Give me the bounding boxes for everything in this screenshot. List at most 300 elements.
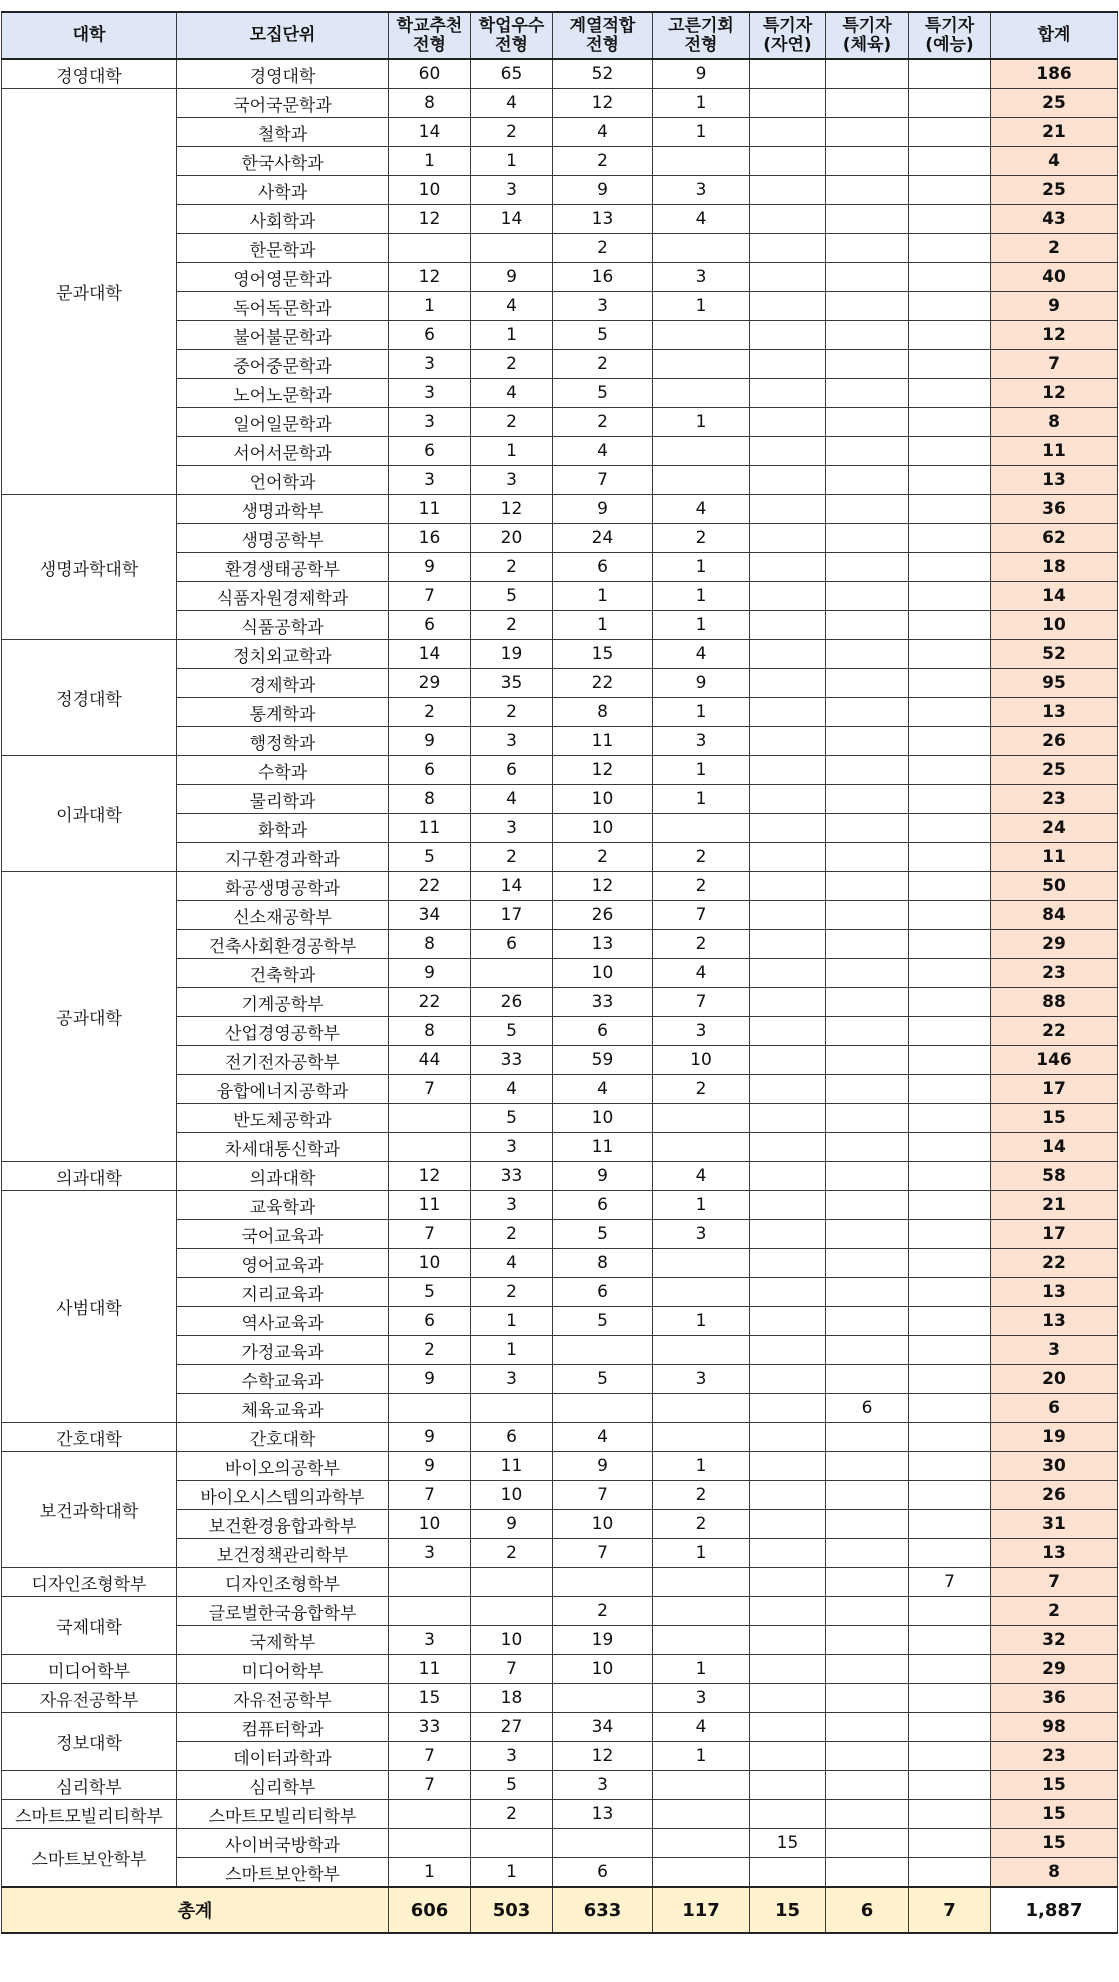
table-row: [2, 1568, 1118, 1597]
value-cell: 2: [471, 1220, 553, 1249]
value-cell: [750, 176, 826, 205]
value-cell: 7: [389, 582, 471, 611]
value-cell: 35: [471, 669, 553, 698]
value-cell: [826, 1191, 909, 1220]
row-total-cell: 15: [991, 1800, 1118, 1829]
value-cell: 10: [471, 1481, 553, 1510]
value-cell: [389, 1597, 471, 1626]
value-cell: 6: [389, 611, 471, 640]
college-cell: 사범대학: [2, 1191, 177, 1423]
value-cell: 6: [471, 756, 553, 785]
column-header: 모집단위: [177, 12, 389, 59]
value-cell: 1: [471, 437, 553, 466]
value-cell: 10: [553, 785, 653, 814]
value-cell: 33: [471, 1046, 553, 1075]
table-row: [2, 640, 1118, 669]
value-cell: 33: [471, 1162, 553, 1191]
unit-cell: 경영대학: [177, 59, 389, 89]
value-cell: 26: [471, 988, 553, 1017]
column-header: 특기자 (예능): [909, 12, 991, 59]
value-cell: 1: [553, 582, 653, 611]
value-cell: [750, 1365, 826, 1394]
value-cell: [750, 350, 826, 379]
row-total-cell: 186: [991, 59, 1118, 89]
value-cell: [826, 814, 909, 843]
unit-cell: 독어독문학과: [177, 292, 389, 321]
value-cell: [909, 350, 991, 379]
unit-cell: 전기전자공학부: [177, 1046, 389, 1075]
row-total-cell: 2: [991, 234, 1118, 263]
grand-total-value: 117: [653, 1887, 750, 1933]
value-cell: [909, 1626, 991, 1655]
row-total-cell: 24: [991, 814, 1118, 843]
value-cell: 2: [389, 698, 471, 727]
value-cell: [826, 321, 909, 350]
value-cell: 3: [389, 379, 471, 408]
value-cell: 3: [471, 1133, 553, 1162]
value-cell: 10: [553, 959, 653, 988]
table-row: [2, 1684, 1118, 1713]
value-cell: [750, 582, 826, 611]
value-cell: [909, 379, 991, 408]
value-cell: [750, 1046, 826, 1075]
value-cell: [826, 553, 909, 582]
row-total-cell: 84: [991, 901, 1118, 930]
row-total-cell: 22: [991, 1249, 1118, 1278]
row-total-cell: 10: [991, 611, 1118, 640]
value-cell: 6: [471, 1423, 553, 1452]
value-cell: [909, 611, 991, 640]
value-cell: 1: [653, 292, 750, 321]
college-cell: 스마트모빌리티학부: [2, 1800, 177, 1829]
value-cell: 2: [653, 930, 750, 959]
unit-cell: 영어교육과: [177, 1249, 389, 1278]
value-cell: [750, 785, 826, 814]
value-cell: 1: [471, 147, 553, 176]
unit-cell: 가정교육과: [177, 1336, 389, 1365]
value-cell: 1: [653, 1307, 750, 1336]
row-total-cell: 31: [991, 1510, 1118, 1539]
value-cell: [389, 1133, 471, 1162]
value-cell: 1: [471, 1307, 553, 1336]
value-cell: [826, 350, 909, 379]
value-cell: 4: [553, 1423, 653, 1452]
value-cell: [826, 292, 909, 321]
value-cell: 7: [389, 1220, 471, 1249]
value-cell: [909, 1075, 991, 1104]
value-cell: 4: [471, 1249, 553, 1278]
row-total-cell: 3: [991, 1336, 1118, 1365]
value-cell: [826, 698, 909, 727]
value-cell: 14: [471, 205, 553, 234]
value-cell: 8: [553, 698, 653, 727]
value-cell: 3: [653, 1220, 750, 1249]
value-cell: 9: [553, 1162, 653, 1191]
row-total-cell: 43: [991, 205, 1118, 234]
unit-cell: 반도체공학과: [177, 1104, 389, 1133]
value-cell: 4: [653, 1713, 750, 1742]
value-cell: [826, 176, 909, 205]
value-cell: 6: [826, 1394, 909, 1423]
unit-cell: 간호대학: [177, 1423, 389, 1452]
unit-cell: 화공생명공학과: [177, 872, 389, 901]
value-cell: [750, 466, 826, 495]
row-total-cell: 15: [991, 1104, 1118, 1133]
unit-cell: 스마트보안학부: [177, 1858, 389, 1888]
unit-cell: 수학교육과: [177, 1365, 389, 1394]
value-cell: [750, 292, 826, 321]
table-row: [2, 1800, 1118, 1829]
unit-cell: 영어영문학과: [177, 263, 389, 292]
value-cell: 4: [471, 379, 553, 408]
value-cell: [826, 785, 909, 814]
value-cell: [389, 1104, 471, 1133]
value-cell: [826, 495, 909, 524]
value-cell: 12: [553, 89, 653, 118]
value-cell: 1: [653, 582, 750, 611]
unit-cell: 화학과: [177, 814, 389, 843]
value-cell: [826, 930, 909, 959]
value-cell: [826, 1046, 909, 1075]
value-cell: 9: [653, 59, 750, 89]
value-cell: [909, 321, 991, 350]
value-cell: [750, 1452, 826, 1481]
value-cell: [909, 437, 991, 466]
value-cell: 1: [389, 147, 471, 176]
value-cell: 9: [389, 727, 471, 756]
value-cell: 11: [471, 1452, 553, 1481]
value-cell: [909, 698, 991, 727]
value-cell: 5: [389, 1278, 471, 1307]
row-total-cell: 95: [991, 669, 1118, 698]
value-cell: 2: [553, 147, 653, 176]
value-cell: [826, 901, 909, 930]
value-cell: 10: [389, 1510, 471, 1539]
value-cell: 2: [471, 408, 553, 437]
value-cell: [653, 1336, 750, 1365]
value-cell: 4: [471, 89, 553, 118]
value-cell: [750, 1597, 826, 1626]
value-cell: [750, 640, 826, 669]
value-cell: 4: [553, 437, 653, 466]
value-cell: [826, 437, 909, 466]
value-cell: [826, 263, 909, 292]
value-cell: 3: [653, 1684, 750, 1713]
unit-cell: 바이오시스템의과학부: [177, 1481, 389, 1510]
value-cell: [750, 379, 826, 408]
value-cell: [389, 1394, 471, 1423]
value-cell: [750, 1104, 826, 1133]
unit-cell: 글로벌한국융합학부: [177, 1597, 389, 1626]
unit-cell: 신소재공학부: [177, 901, 389, 930]
table-row: [2, 1713, 1118, 1742]
value-cell: 29: [389, 669, 471, 698]
table-row: [2, 1162, 1118, 1191]
value-cell: 19: [471, 640, 553, 669]
value-cell: 3: [471, 1365, 553, 1394]
value-cell: [750, 814, 826, 843]
row-total-cell: 40: [991, 263, 1118, 292]
college-cell: 국제대학: [2, 1597, 177, 1655]
value-cell: 3: [653, 727, 750, 756]
table-row: [2, 1771, 1118, 1800]
value-cell: 14: [389, 640, 471, 669]
value-cell: 4: [553, 1075, 653, 1104]
unit-cell: 바이오의공학부: [177, 1452, 389, 1481]
value-cell: [826, 1655, 909, 1684]
admissions-quota-table: [1, 11, 1118, 1934]
value-cell: 9: [553, 495, 653, 524]
unit-cell: 국어교육과: [177, 1220, 389, 1249]
grand-total-sum: 1,887: [991, 1887, 1118, 1933]
value-cell: [826, 640, 909, 669]
value-cell: 15: [553, 640, 653, 669]
value-cell: [826, 582, 909, 611]
value-cell: [909, 814, 991, 843]
value-cell: [909, 843, 991, 872]
value-cell: 33: [389, 1713, 471, 1742]
value-cell: [750, 611, 826, 640]
unit-cell: 국어국문학과: [177, 89, 389, 118]
row-total-cell: 8: [991, 408, 1118, 437]
row-total-cell: 15: [991, 1829, 1118, 1858]
value-cell: [553, 1336, 653, 1365]
value-cell: 2: [553, 408, 653, 437]
unit-cell: 정치외교학과: [177, 640, 389, 669]
unit-cell: 한문학과: [177, 234, 389, 263]
row-total-cell: 14: [991, 582, 1118, 611]
value-cell: [750, 1510, 826, 1539]
value-cell: [909, 1713, 991, 1742]
grand-total-value: 503: [471, 1887, 553, 1933]
value-cell: 11: [553, 1133, 653, 1162]
value-cell: 2: [471, 611, 553, 640]
unit-cell: 국제학부: [177, 1626, 389, 1655]
value-cell: [750, 727, 826, 756]
row-total-cell: 23: [991, 785, 1118, 814]
row-total-cell: 17: [991, 1075, 1118, 1104]
value-cell: 5: [553, 321, 653, 350]
row-total-cell: 26: [991, 727, 1118, 756]
value-cell: [750, 756, 826, 785]
unit-cell: 기계공학부: [177, 988, 389, 1017]
value-cell: [909, 785, 991, 814]
college-cell: 심리학부: [2, 1771, 177, 1800]
row-total-cell: 58: [991, 1162, 1118, 1191]
value-cell: [826, 1365, 909, 1394]
unit-cell: 노어노문학과: [177, 379, 389, 408]
value-cell: [471, 234, 553, 263]
value-cell: [826, 1278, 909, 1307]
value-cell: [826, 1336, 909, 1365]
value-cell: 11: [389, 1655, 471, 1684]
value-cell: [553, 1684, 653, 1713]
value-cell: 1: [653, 89, 750, 118]
value-cell: [471, 1394, 553, 1423]
table-row: [2, 1452, 1118, 1481]
value-cell: 59: [553, 1046, 653, 1075]
value-cell: [653, 379, 750, 408]
unit-cell: 지구환경과학과: [177, 843, 389, 872]
value-cell: [653, 1597, 750, 1626]
value-cell: [750, 1336, 826, 1365]
value-cell: [826, 1249, 909, 1278]
value-cell: 15: [750, 1829, 826, 1858]
value-cell: [750, 205, 826, 234]
value-cell: 2: [471, 843, 553, 872]
value-cell: [750, 1626, 826, 1655]
unit-cell: 언어학과: [177, 466, 389, 495]
value-cell: [653, 1104, 750, 1133]
college-cell: 정보대학: [2, 1713, 177, 1771]
value-cell: [750, 1307, 826, 1336]
value-cell: [909, 640, 991, 669]
value-cell: 1: [653, 118, 750, 147]
value-cell: 34: [553, 1713, 653, 1742]
value-cell: 65: [471, 59, 553, 89]
value-cell: 3: [653, 1365, 750, 1394]
value-cell: 4: [653, 1162, 750, 1191]
value-cell: [750, 408, 826, 437]
row-total-cell: 146: [991, 1046, 1118, 1075]
unit-cell: 산업경영공학부: [177, 1017, 389, 1046]
column-header: 학교추천 전형: [389, 12, 471, 59]
row-total-cell: 98: [991, 1713, 1118, 1742]
value-cell: [909, 1510, 991, 1539]
value-cell: [826, 1220, 909, 1249]
value-cell: [909, 1162, 991, 1191]
value-cell: 16: [553, 263, 653, 292]
unit-cell: 데이터과학과: [177, 1742, 389, 1771]
unit-cell: 서어서문학과: [177, 437, 389, 466]
row-total-cell: 36: [991, 1684, 1118, 1713]
value-cell: 2: [653, 872, 750, 901]
value-cell: 22: [389, 988, 471, 1017]
value-cell: [750, 1162, 826, 1191]
college-cell: 간호대학: [2, 1423, 177, 1452]
row-total-cell: 20: [991, 1365, 1118, 1394]
value-cell: 12: [389, 263, 471, 292]
value-cell: 9: [389, 1365, 471, 1394]
value-cell: [471, 1829, 553, 1858]
value-cell: [826, 1771, 909, 1800]
column-header: 계열적합 전형: [553, 12, 653, 59]
table-row: [2, 495, 1118, 524]
value-cell: [653, 1278, 750, 1307]
value-cell: 1: [653, 698, 750, 727]
value-cell: [909, 89, 991, 118]
row-total-cell: 25: [991, 176, 1118, 205]
unit-cell: 사학과: [177, 176, 389, 205]
unit-cell: 건축학과: [177, 959, 389, 988]
table-row: [2, 1597, 1118, 1626]
value-cell: 5: [553, 1365, 653, 1394]
value-cell: [826, 872, 909, 901]
unit-cell: 수학과: [177, 756, 389, 785]
value-cell: 44: [389, 1046, 471, 1075]
row-total-cell: 26: [991, 1481, 1118, 1510]
value-cell: 7: [389, 1481, 471, 1510]
value-cell: 6: [389, 756, 471, 785]
value-cell: 9: [653, 669, 750, 698]
value-cell: [653, 147, 750, 176]
value-cell: [826, 1800, 909, 1829]
unit-cell: 디자인조형학부: [177, 1568, 389, 1597]
value-cell: [909, 872, 991, 901]
unit-cell: 통계학과: [177, 698, 389, 727]
value-cell: [389, 234, 471, 263]
value-cell: 3: [389, 408, 471, 437]
value-cell: 2: [471, 698, 553, 727]
value-cell: [750, 437, 826, 466]
unit-cell: 환경생태공학부: [177, 553, 389, 582]
value-cell: [909, 1336, 991, 1365]
value-cell: [826, 408, 909, 437]
value-cell: 10: [553, 814, 653, 843]
value-cell: 2: [389, 1336, 471, 1365]
value-cell: [909, 1423, 991, 1452]
value-cell: [909, 524, 991, 553]
value-cell: 6: [471, 930, 553, 959]
value-cell: [750, 1394, 826, 1423]
value-cell: [826, 1104, 909, 1133]
value-cell: 11: [389, 1191, 471, 1220]
value-cell: 6: [553, 553, 653, 582]
row-total-cell: 13: [991, 1307, 1118, 1336]
value-cell: 9: [553, 176, 653, 205]
value-cell: 2: [471, 1539, 553, 1568]
value-cell: [909, 1655, 991, 1684]
value-cell: [826, 234, 909, 263]
value-cell: [826, 1684, 909, 1713]
unit-cell: 스마트모빌리티학부: [177, 1800, 389, 1829]
value-cell: [909, 1481, 991, 1510]
value-cell: [653, 321, 750, 350]
value-cell: 7: [653, 988, 750, 1017]
unit-cell: 건축사회환경공학부: [177, 930, 389, 959]
value-cell: [826, 379, 909, 408]
value-cell: 27: [471, 1713, 553, 1742]
value-cell: [909, 1133, 991, 1162]
value-cell: 10: [389, 176, 471, 205]
unit-cell: 융합에너지공학과: [177, 1075, 389, 1104]
value-cell: 3: [471, 1742, 553, 1771]
grand-total-value: 6: [826, 1887, 909, 1933]
value-cell: 7: [553, 1539, 653, 1568]
value-cell: 4: [653, 640, 750, 669]
value-cell: [750, 1713, 826, 1742]
value-cell: 9: [389, 1423, 471, 1452]
value-cell: 2: [553, 234, 653, 263]
value-cell: 3: [471, 814, 553, 843]
value-cell: 3: [653, 263, 750, 292]
value-cell: 6: [553, 1278, 653, 1307]
value-cell: [909, 1365, 991, 1394]
value-cell: [909, 1597, 991, 1626]
row-total-cell: 88: [991, 988, 1118, 1017]
value-cell: 12: [553, 872, 653, 901]
value-cell: 9: [471, 1510, 553, 1539]
value-cell: [750, 1017, 826, 1046]
row-total-cell: 32: [991, 1626, 1118, 1655]
value-cell: [909, 1800, 991, 1829]
value-cell: 5: [471, 582, 553, 611]
row-total-cell: 13: [991, 698, 1118, 727]
value-cell: [471, 1568, 553, 1597]
value-cell: 1: [471, 1858, 553, 1888]
value-cell: [909, 1104, 991, 1133]
value-cell: [750, 1742, 826, 1771]
